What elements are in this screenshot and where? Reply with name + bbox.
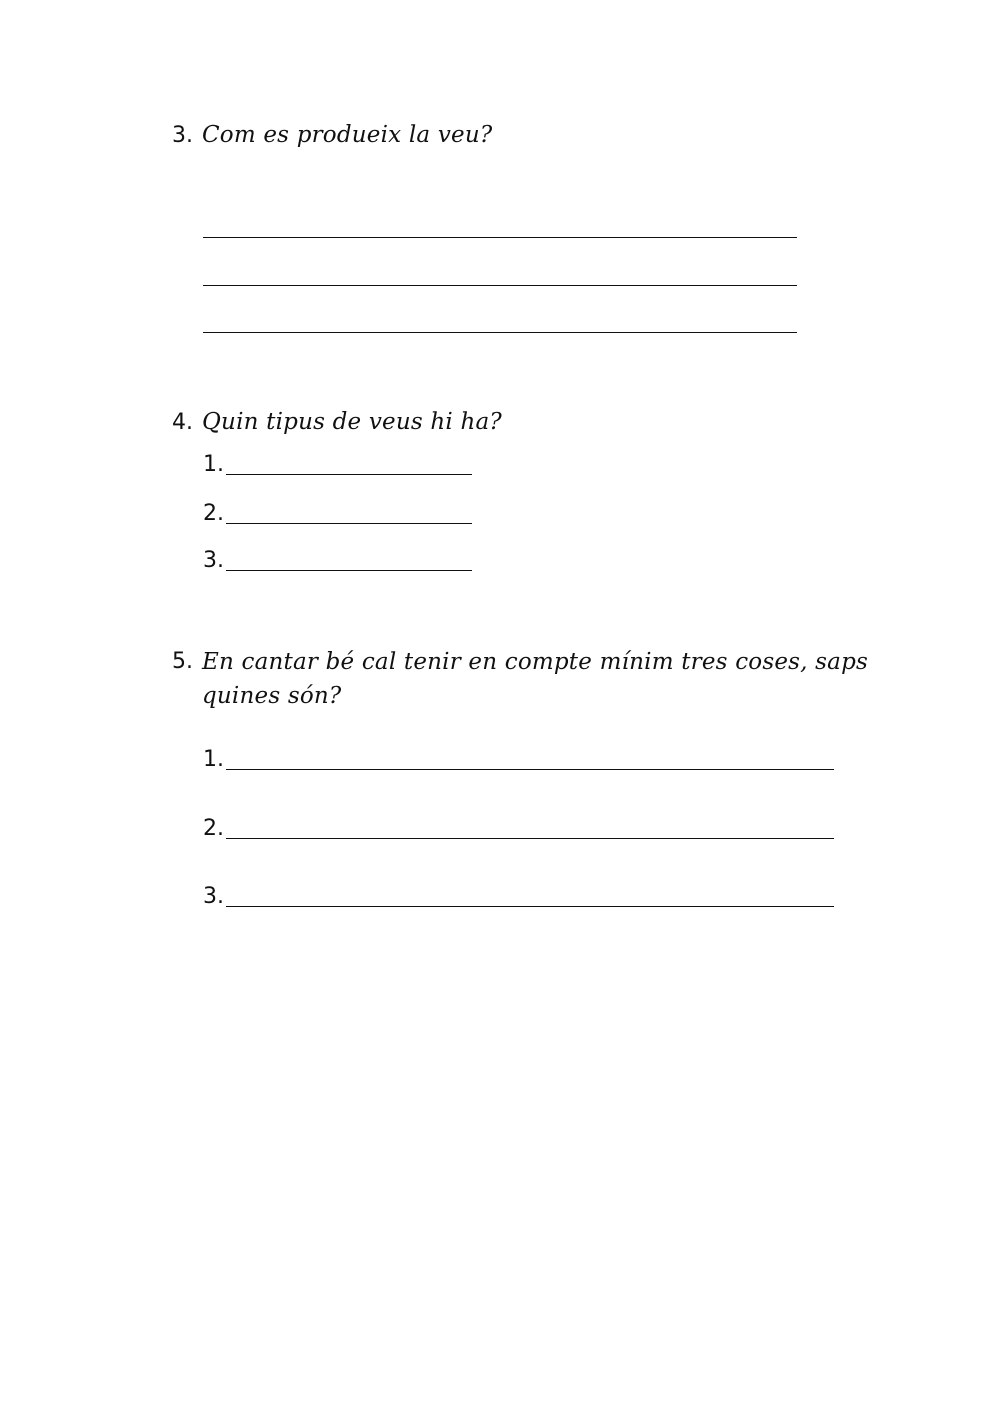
answer-line-4-1[interactable] [226, 474, 472, 475]
question-5-item-1 [203, 748, 834, 772]
question-4-item-2 [203, 502, 472, 526]
question-4-text: Quin tipus de veus hi ha? [202, 409, 502, 435]
answer-line-3c[interactable] [203, 332, 797, 333]
question-5-number: 5. [172, 649, 193, 674]
question-5-item-3 [203, 885, 834, 909]
answer-line-4-3[interactable] [226, 570, 472, 571]
question-3-text: Com es produeix la veu? [202, 122, 493, 148]
answer-line-3b[interactable] [203, 285, 797, 286]
question-5-text-line2: quines són? [202, 683, 342, 709]
question-4-item-3 [203, 549, 472, 573]
answer-line-3a[interactable] [203, 237, 797, 238]
question-4 [172, 405, 502, 439]
question-4-number: 4. [172, 410, 193, 435]
answer-line-5-2[interactable] [226, 838, 834, 839]
answer-line-5-3[interactable] [226, 906, 834, 907]
question-5-text [202, 645, 868, 713]
item-number: 2. [203, 816, 224, 841]
question-4-item-1 [203, 453, 472, 477]
question-5 [172, 645, 868, 713]
item-number: 1. [203, 452, 224, 477]
item-number: 1. [203, 747, 224, 772]
answer-line-4-2[interactable] [226, 523, 472, 524]
question-5-item-2 [203, 817, 834, 841]
item-number: 2. [203, 501, 224, 526]
item-number: 3. [203, 548, 224, 573]
answer-line-5-1[interactable] [226, 769, 834, 770]
question-5-text-line1: En cantar bé cal tenir en compte mínim tres coses, saps [202, 649, 869, 675]
question-3 [172, 118, 492, 152]
question-3-number: 3. [172, 123, 193, 148]
item-number: 3. [203, 884, 224, 909]
